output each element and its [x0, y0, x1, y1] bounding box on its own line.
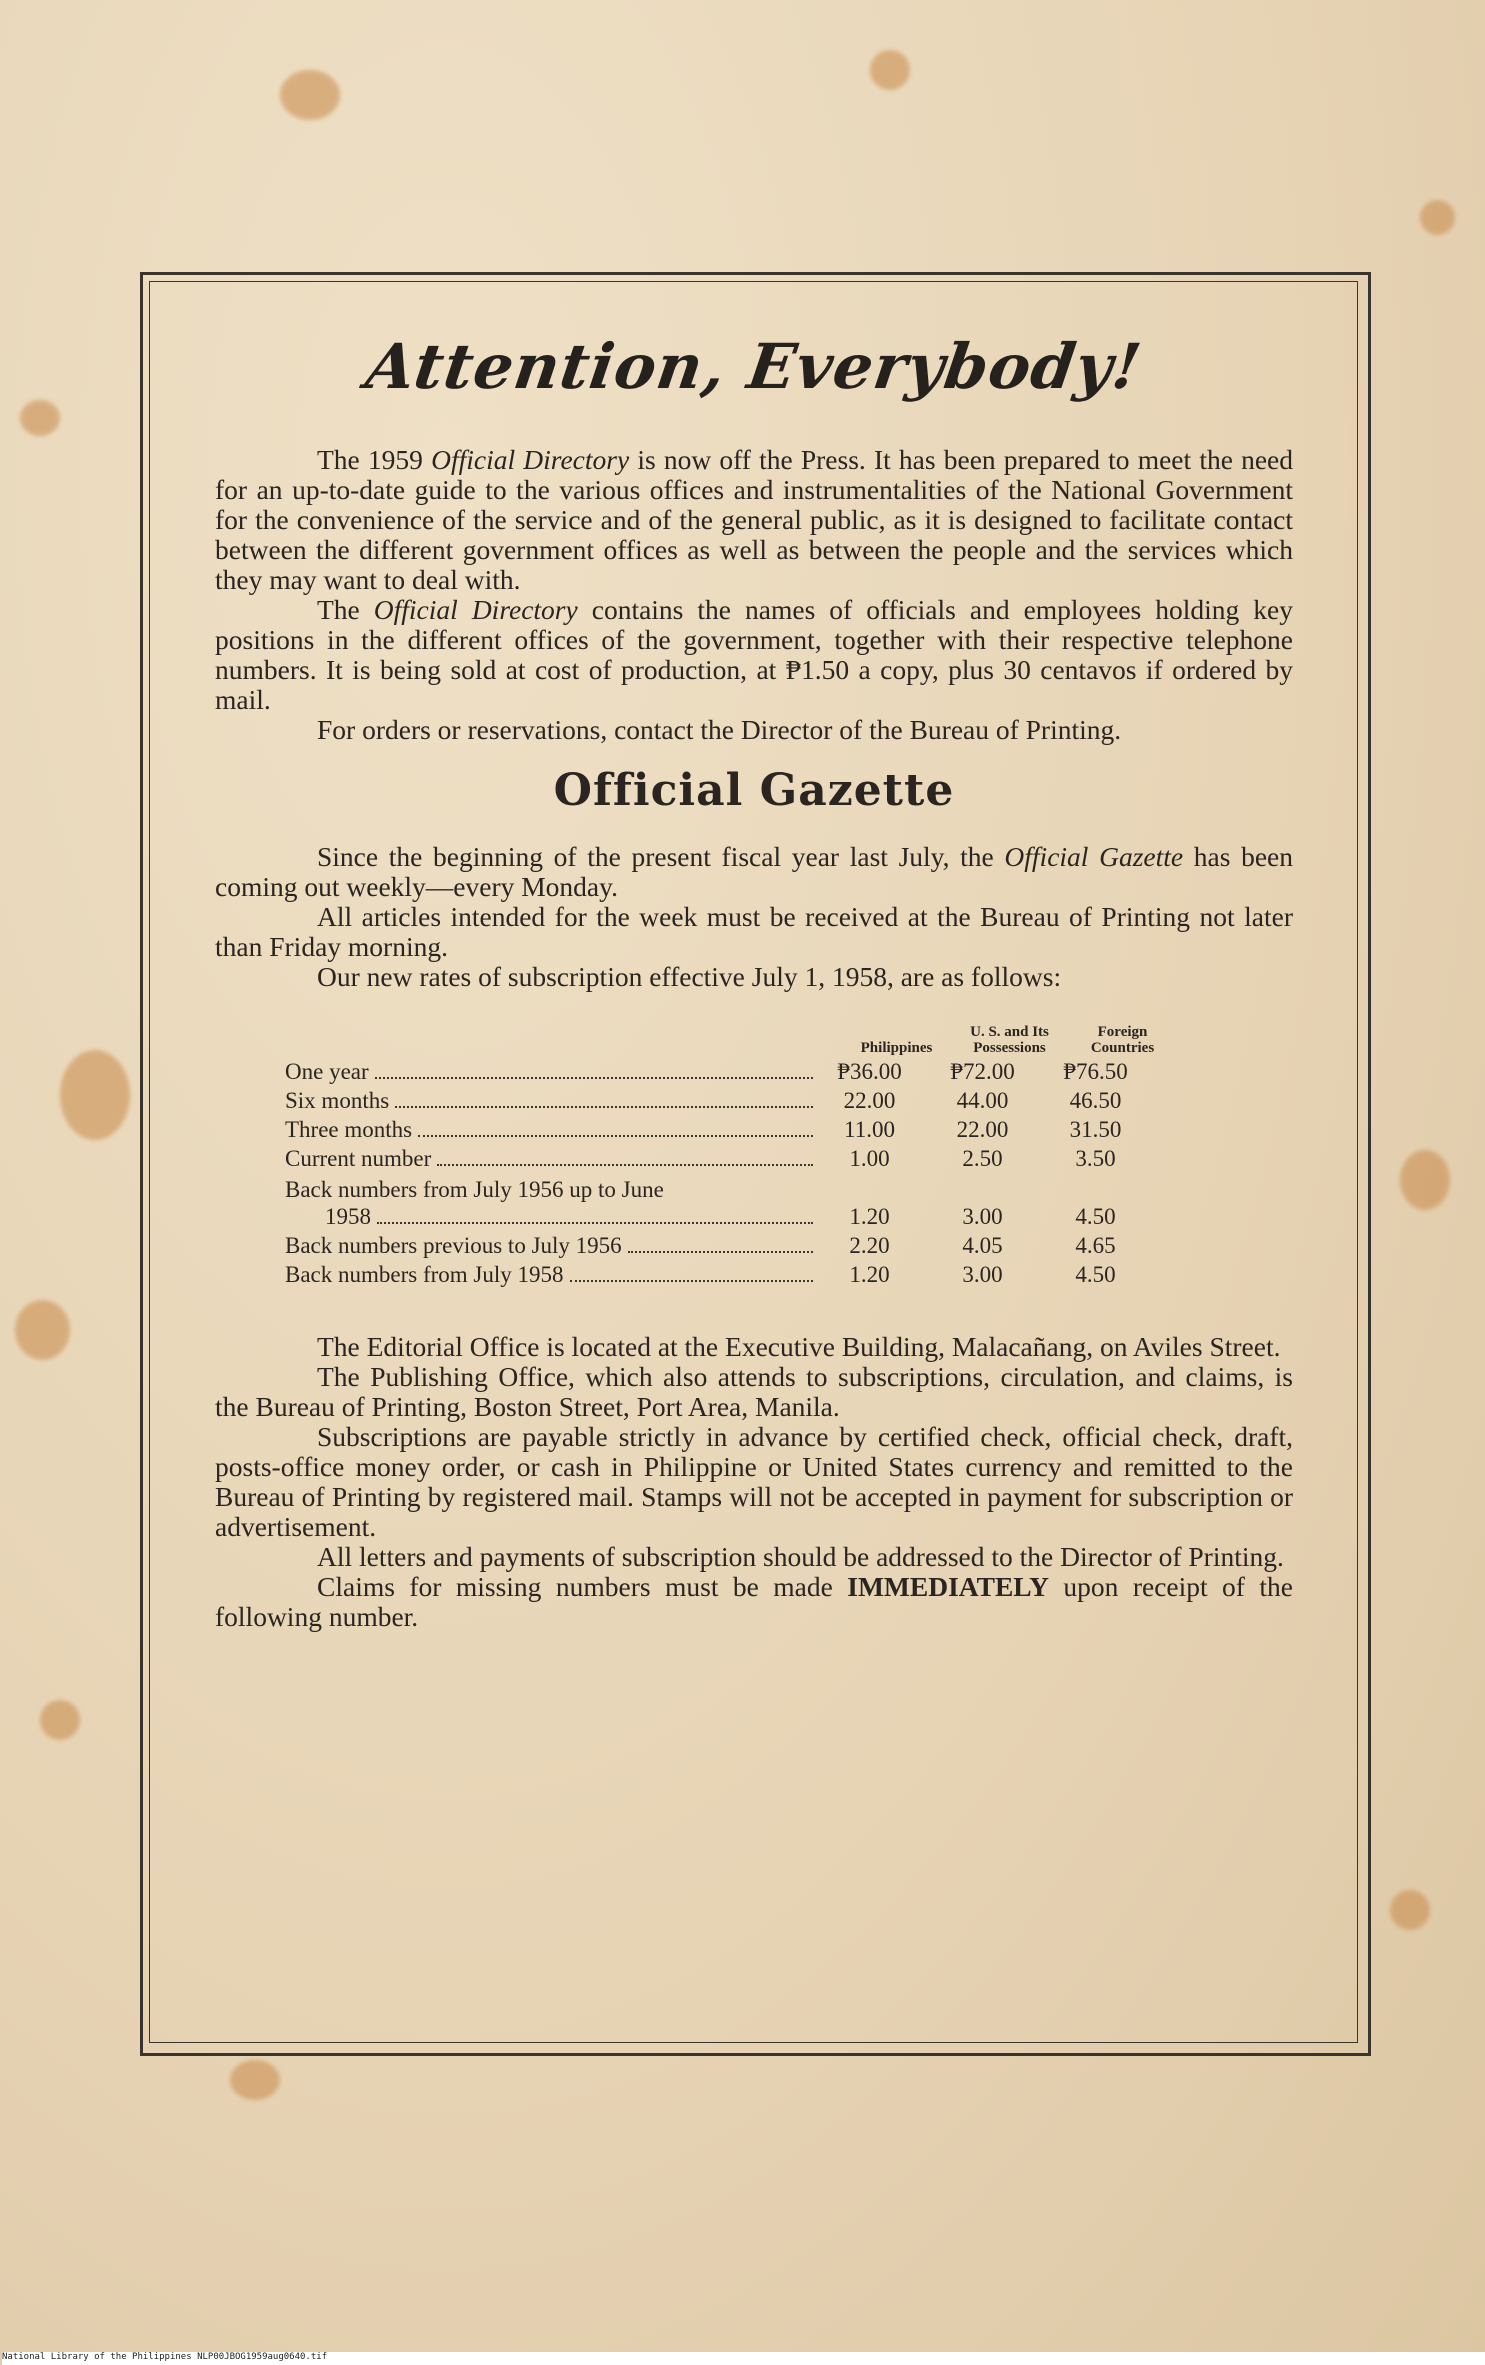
- stain: [40, 1700, 80, 1740]
- stain: [1400, 1150, 1450, 1210]
- stain: [20, 400, 60, 436]
- intro-paragraph: The 1959 Official Directory is now off the Press. It has been prepared to meet the need for an up-to-date guide to the various offices and instrumentalities of the National Government for the convenience of the service and of the general public, as it is designed to facilitate contact between the different government offices as well as between the people and the services which they may want to deal with.: [215, 444, 1293, 595]
- gazette-paragraph: Since the beginning of the present fiscal year last July, the Official Gazette has been coming out weekly—every Monday.: [215, 841, 1293, 902]
- rates-header: [840, 1010, 1265, 1056]
- stain: [15, 1300, 70, 1360]
- rate-row: Back numbers previous to July 1956 2.20 4.05 4.65: [285, 1233, 1116, 1258]
- headline: Attention, Everybody!: [361, 330, 1147, 403]
- intro-paragraph: For orders or reservations, contact the Director of the Bureau of Printing.: [317, 714, 1122, 745]
- stain: [1420, 200, 1455, 235]
- header-foreign: Foreign Countries: [1090, 1024, 1155, 1056]
- scan-footer: National Library of the Philippines NLP00JBOG1959aug0640.tif: [2, 2352, 1485, 2365]
- header-philippines: Philippines: [860, 1040, 933, 1056]
- stain: [230, 2060, 280, 2100]
- closing-paragraph: Subscriptions are payable strictly in advance by certified check, official check, draft, posts-office money order, or cash in Philippine or United States currency and remitted to the Bureau of Printing by registered mail. Stamps will not be accepted in payment for subscription or advertisement.: [215, 1421, 1293, 1542]
- intro-paragraph: The Official Directory contains the names of officials and employees holding key positions in the different offices of the government, together with their respective telephone numbers. It is being sold at cost of production, at ₱1.50 a copy, plus 30 centavos if ordered by mail.: [215, 594, 1293, 715]
- stain: [1390, 1890, 1430, 1930]
- rate-row: Current number 1.00 2.50 3.50: [285, 1146, 1116, 1171]
- rate-row: Six months 22.00 44.00 46.50: [285, 1088, 1122, 1113]
- gazette-paragraph: All articles intended for the week must be received at the Bureau of Printing not later than Friday morning.: [215, 901, 1293, 962]
- rates-table: [285, 1010, 1265, 1288]
- stain: [870, 50, 910, 90]
- closing-paragraph: All letters and payments of subscription should be addressed to the Director of Printing.: [317, 1541, 1284, 1572]
- rate-row: Three months 11.00 22.00 31.50: [285, 1117, 1122, 1142]
- closing-paragraph: Claims for missing numbers must be made IMMEDIATELY upon receipt of the following number.: [215, 1571, 1293, 1632]
- rate-row: One year ₱36.00 ₱72.00 ₱76.50: [285, 1059, 1128, 1084]
- section-title: Official Gazette: [553, 765, 955, 816]
- closing-paragraph: The Editorial Office is located at the Executive Building, Malacañang, on Aviles Street.: [317, 1331, 1281, 1362]
- gazette-paragraph: Our new rates of subscription effective July 1, 1958, are as follows:: [317, 961, 1062, 992]
- stain: [60, 1050, 130, 1140]
- rate-row: Back numbers from July 1956 up to June 1958 1.20 3.00 4.50: [285, 1177, 1116, 1229]
- rate-row: Back numbers from July 1958 1.20 3.00 4.50: [285, 1262, 1116, 1287]
- closing-paragraph: The Publishing Office, which also attends to subscriptions, circulation, and claims, is the Bureau of Printing, Boston Street, Port Area, Manila.: [215, 1361, 1293, 1422]
- notice-content: [215, 330, 1293, 1632]
- stain: [280, 70, 340, 120]
- header-us: U. S. and Its Possessions: [970, 1024, 1049, 1056]
